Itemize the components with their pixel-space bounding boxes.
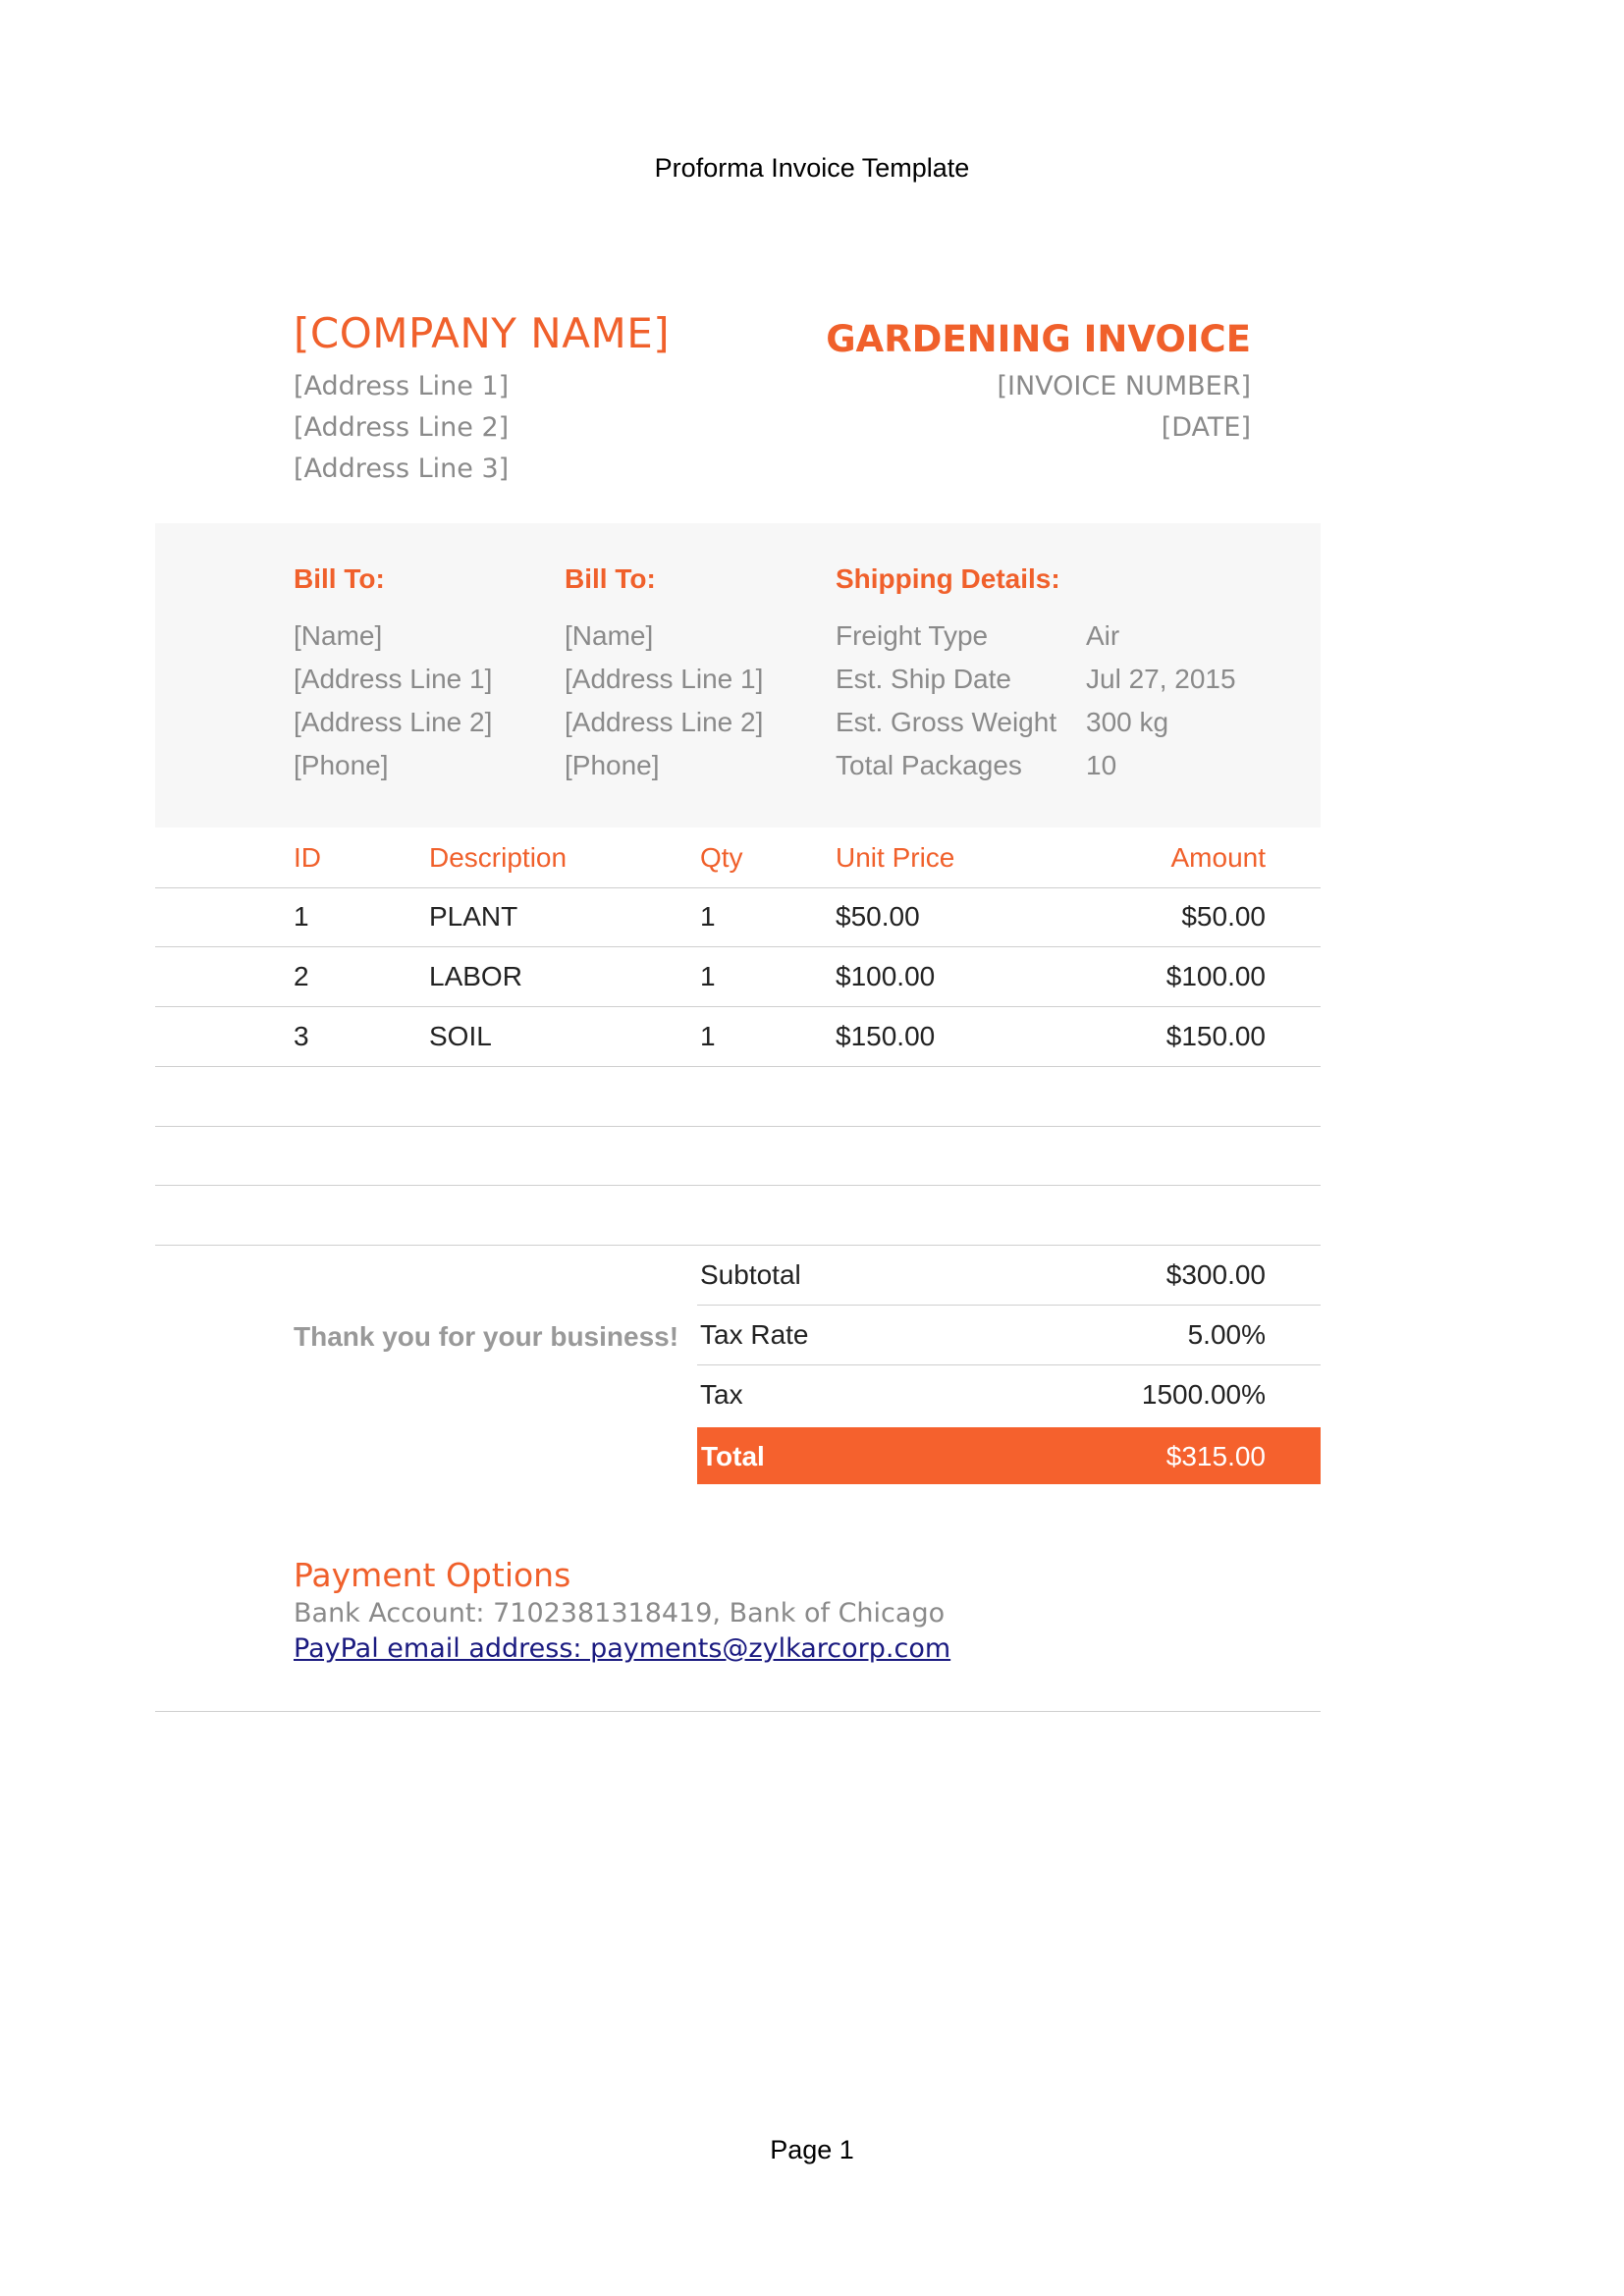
row-3-amount: $150.00 <box>1165 1021 1266 1051</box>
bill-to-2-address-1: [Address Line 1] <box>565 664 764 694</box>
row-3-qty: 1 <box>700 1021 716 1051</box>
company-address-line-3: [Address Line 3] <box>294 454 510 484</box>
table-rule <box>155 887 1321 888</box>
row-1-id: 1 <box>294 901 309 932</box>
bill-to-2-name: [Name] <box>565 620 654 651</box>
row-2-qty: 1 <box>700 961 716 991</box>
bill-to-heading-1: Bill To: <box>294 563 385 594</box>
total-label: Total <box>701 1441 765 1471</box>
shipping-value-freight: Air <box>1086 620 1120 651</box>
bill-to-2-phone: [Phone] <box>565 750 660 780</box>
bill-to-1-name: [Name] <box>294 620 383 651</box>
row-1-unit-price: $50.00 <box>836 901 920 932</box>
total-value: $315.00 <box>1165 1441 1266 1471</box>
summary-rule <box>697 1305 1321 1306</box>
subtotal-label: Subtotal <box>700 1259 801 1290</box>
shipping-label-freight: Freight Type <box>836 620 989 651</box>
table-rule <box>155 1185 1321 1186</box>
row-3-unit-price: $150.00 <box>836 1021 936 1051</box>
row-2-unit-price: $100.00 <box>836 961 936 991</box>
summary-rule <box>697 1364 1321 1365</box>
tax-value: 1500.00% <box>1141 1379 1266 1410</box>
document-title: Proforma Invoice Template <box>654 153 970 183</box>
invoice-number: [INVOICE NUMBER] <box>997 371 1251 401</box>
row-3-description: SOIL <box>429 1021 492 1051</box>
company-address-line-2: [Address Line 2] <box>294 412 510 443</box>
bill-to-1-address-1: [Address Line 1] <box>294 664 493 694</box>
shipping-heading: Shipping Details: <box>836 563 1060 594</box>
table-rule <box>155 1126 1321 1127</box>
column-header-unit-price: Unit Price <box>836 842 955 873</box>
shipping-value-packages: 10 <box>1086 750 1117 780</box>
row-2-amount: $100.00 <box>1165 961 1266 991</box>
table-rule <box>155 1245 1321 1246</box>
row-2-id: 2 <box>294 961 309 991</box>
shipping-label-weight: Est. Gross Weight <box>836 707 1057 737</box>
paypal-email-link[interactable]: PayPal email address: payments@zylkarcorp.com <box>294 1633 951 1664</box>
row-1-qty: 1 <box>700 901 716 932</box>
shipping-label-ship-date: Est. Ship Date <box>836 664 1011 694</box>
footer-rule <box>155 1711 1321 1712</box>
company-address-line-1: [Address Line 1] <box>294 371 510 401</box>
bill-to-1-phone: [Phone] <box>294 750 389 780</box>
shipping-value-ship-date: Jul 27, 2015 <box>1086 664 1236 694</box>
invoice-title: GARDENING INVOICE <box>826 318 1251 360</box>
payment-options-heading: Payment Options <box>294 1556 571 1594</box>
column-header-qty: Qty <box>700 842 743 873</box>
column-header-amount: Amount <box>1170 842 1266 873</box>
subtotal-value: $300.00 <box>1165 1259 1266 1290</box>
column-header-description: Description <box>429 842 568 873</box>
shipping-label-packages: Total Packages <box>836 750 1022 780</box>
thank-you-message: Thank you for your business! <box>294 1321 679 1352</box>
row-1-description: PLANT <box>429 901 518 932</box>
table-rule <box>155 946 1321 947</box>
page-number: Page 1 <box>770 2135 854 2164</box>
bill-to-1-address-2: [Address Line 2] <box>294 707 493 737</box>
invoice-date: [DATE] <box>1161 412 1251 443</box>
tax-rate-label: Tax Rate <box>700 1319 809 1350</box>
bill-to-heading-2: Bill To: <box>565 563 656 594</box>
column-header-id: ID <box>294 842 321 873</box>
row-1-amount: $50.00 <box>1181 901 1266 932</box>
table-rule <box>155 1006 1321 1007</box>
row-2-description: LABOR <box>429 961 522 991</box>
company-name: [COMPANY NAME] <box>294 309 671 357</box>
table-rule <box>155 1066 1321 1067</box>
shipping-value-weight: 300 kg <box>1086 707 1169 737</box>
tax-rate-value: 5.00% <box>1187 1319 1266 1350</box>
bank-account-text: Bank Account: 7102381318419, Bank of Chicago <box>294 1598 946 1629</box>
bill-to-2-address-2: [Address Line 2] <box>565 707 764 737</box>
row-3-id: 3 <box>294 1021 309 1051</box>
tax-label: Tax <box>700 1379 743 1410</box>
